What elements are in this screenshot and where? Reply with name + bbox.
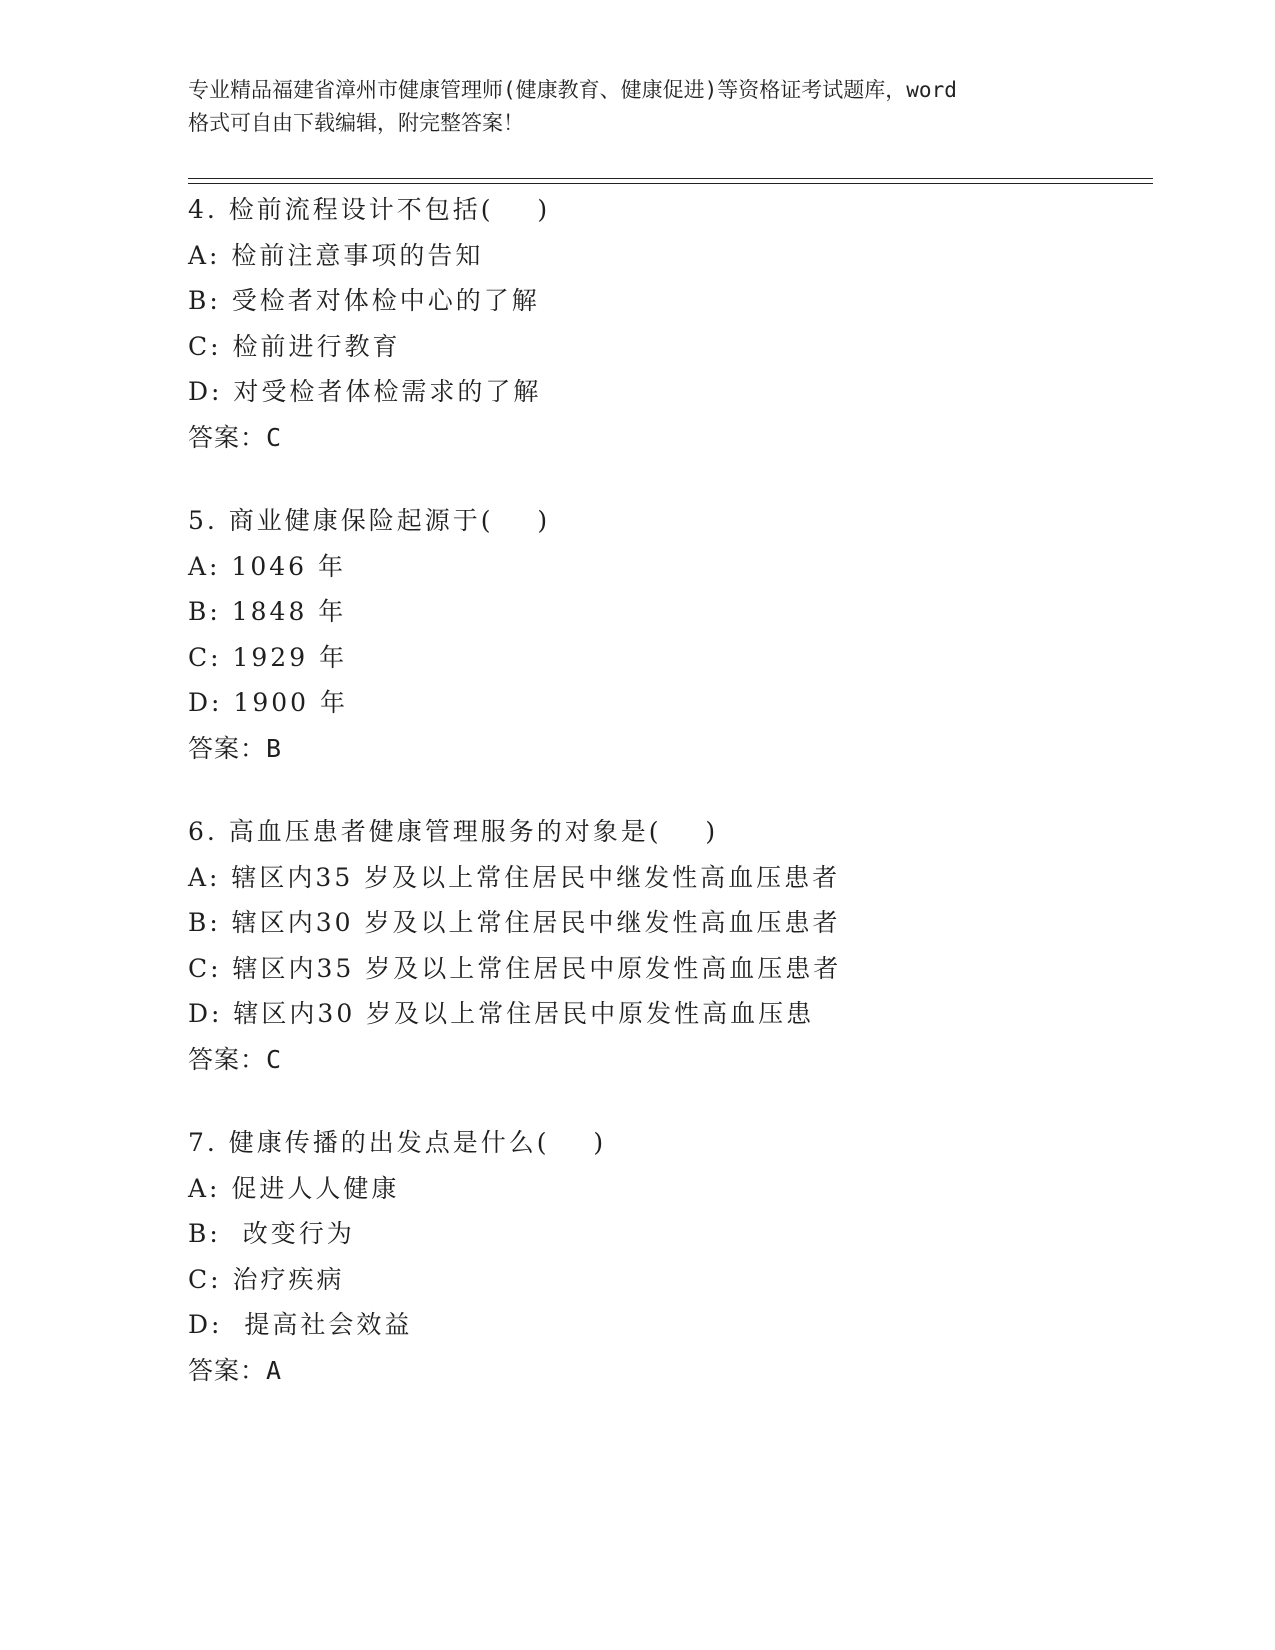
- header-divider-bottom: [188, 183, 1153, 184]
- question-stem: 4. 检前流程设计不包括( ): [188, 195, 551, 224]
- question-5: [188, 498, 1148, 771]
- option-c: C: 辖区内35 岁及以上常住居民中原发性高血压患者: [188, 953, 842, 983]
- answer-line: 答案：C: [188, 1044, 283, 1074]
- option-a: A: 辖区内35 岁及以上常住居民中继发性高血压患者: [188, 862, 841, 892]
- option-a: A: 检前注意事项的告知: [188, 240, 484, 270]
- option-c: C: 1929 年: [188, 642, 348, 672]
- option-a: A: 1046 年: [188, 551, 346, 581]
- option-d: D: 辖区内30 岁及以上常住居民中原发性高血压患: [188, 999, 815, 1028]
- answer-line: 答案：C: [188, 422, 283, 452]
- option-a: A: 促进人人健康: [188, 1173, 400, 1203]
- question-stem: 6. 高血压患者健康管理服务的对象是( ): [188, 817, 719, 846]
- question-6: [188, 809, 1148, 1082]
- question-stem: 5. 商业健康保险起源于( ): [188, 506, 551, 535]
- option-c: C: 治疗疾病: [188, 1264, 345, 1294]
- option-d: D: 对受检者体检需求的了解: [188, 377, 542, 406]
- option-c: C: 检前进行教育: [188, 331, 401, 361]
- question-4: [188, 187, 1148, 460]
- header-line-1: 专业精品福建省漳州市健康管理师(健康教育、健康促进)等资格证考试题库，word: [188, 78, 957, 102]
- option-b: B: 改变行为: [188, 1219, 355, 1248]
- option-d: D: 1900 年: [188, 688, 348, 717]
- document-header: [188, 74, 1088, 140]
- question-stem: 7. 健康传播的出发点是什么( ): [188, 1128, 607, 1157]
- header-line-2: 格式可自由下载编辑，附完整答案！: [188, 111, 524, 135]
- answer-line: 答案：B: [188, 733, 283, 763]
- option-b: B: 辖区内30 岁及以上常住居民中继发性高血压患者: [188, 908, 841, 937]
- answer-line: 答案：A: [188, 1355, 283, 1385]
- option-b: B: 受检者对体检中心的了解: [188, 286, 540, 315]
- header-divider-top: [188, 178, 1153, 179]
- question-7: [188, 1120, 1148, 1393]
- question-list: [188, 187, 1148, 1431]
- option-d: D: 提高社会效益: [188, 1310, 413, 1339]
- option-b: B: 1848 年: [188, 597, 347, 626]
